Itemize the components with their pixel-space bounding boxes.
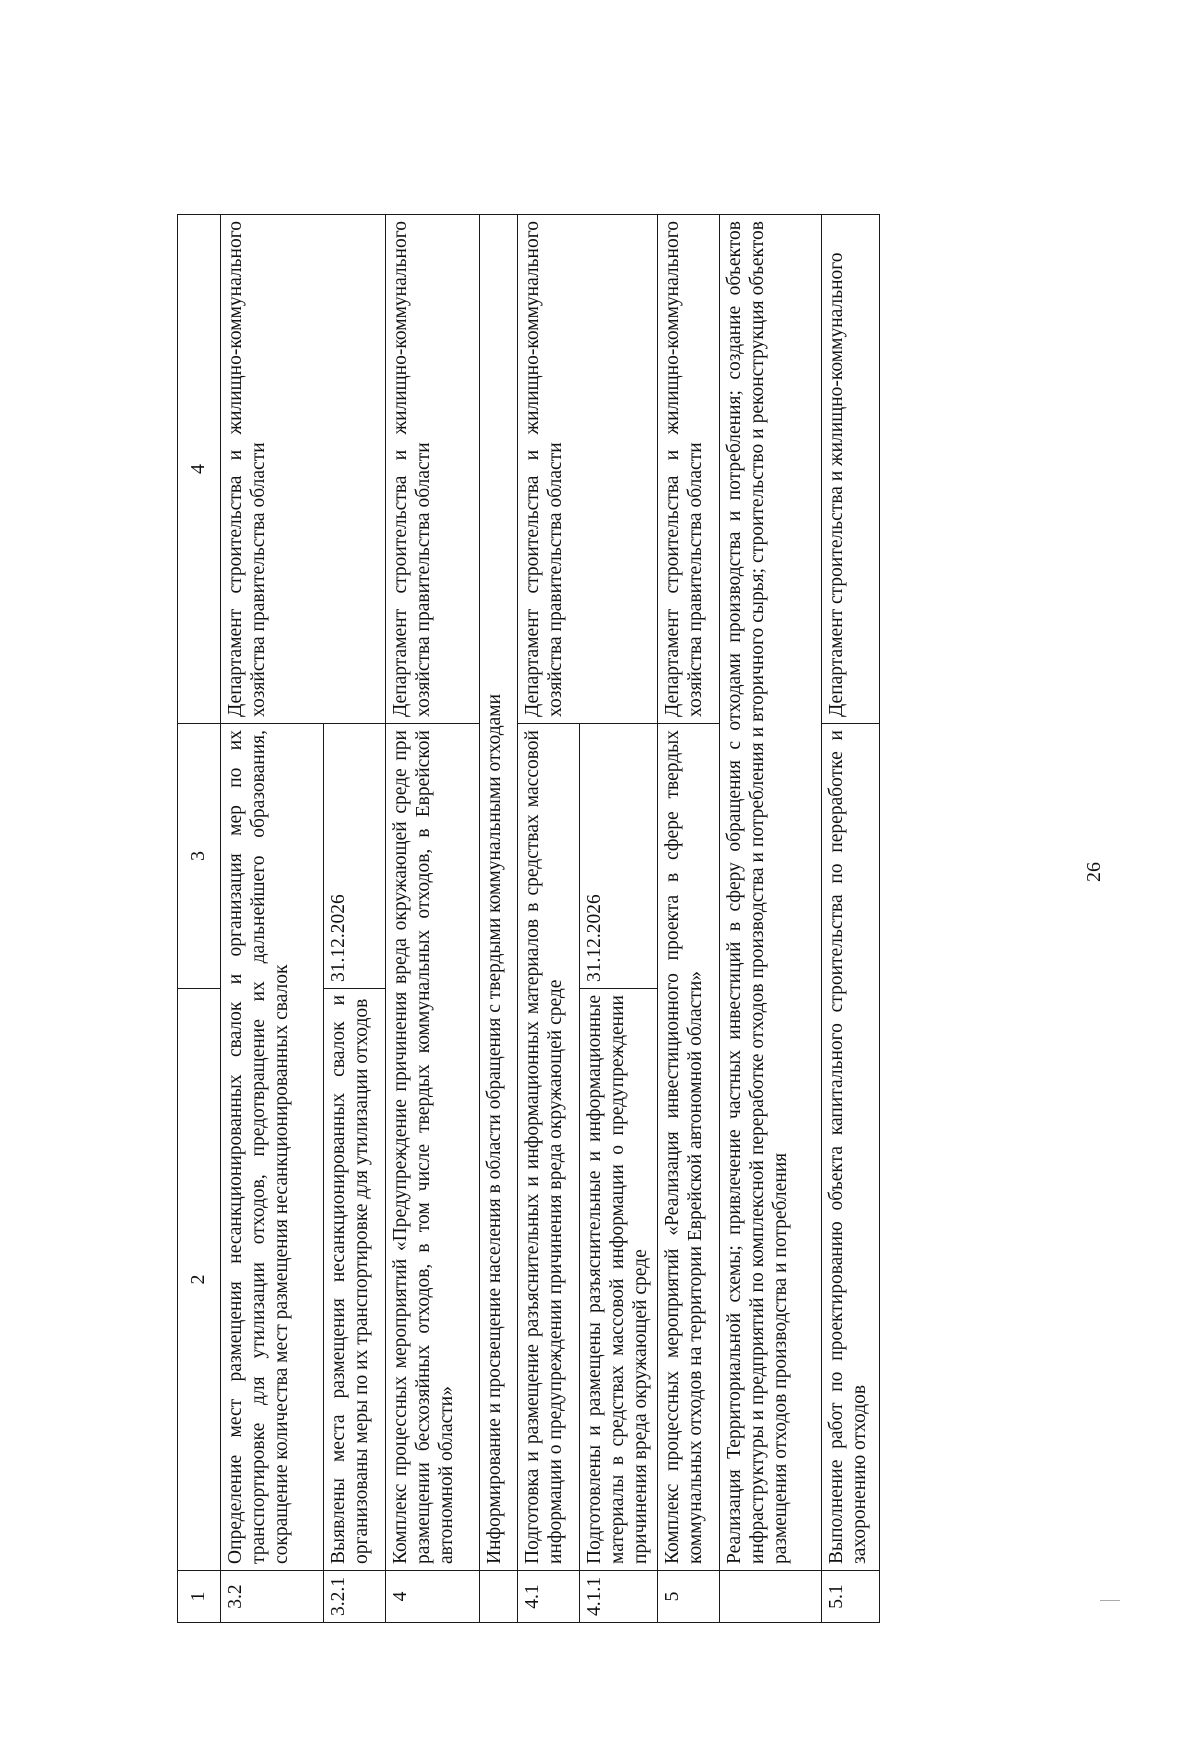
- row-number: 4: [386, 1571, 480, 1623]
- row-number-empty: [480, 1571, 518, 1623]
- row-number: 5.1: [822, 1571, 880, 1623]
- row-deadline: 31.12.2026: [580, 724, 658, 989]
- row-description: Комплекс процессных мероприятий «Реализация инвестиционного проекта в сфере твердых коммунальных отходов на территории Еврейской автономной области»: [658, 724, 720, 1571]
- section-row: [480, 215, 518, 1623]
- section-row: [720, 215, 822, 1623]
- table-header-row: [178, 215, 221, 1623]
- row-number: 5: [658, 1571, 720, 1623]
- row-description: Выявлены места размещения несанкционированных свалок и организованы меры по их транспортировке для утилизации отходов: [324, 989, 386, 1571]
- measures-table: [177, 214, 880, 1623]
- table-row: [386, 215, 480, 1623]
- table-row: [822, 215, 880, 1623]
- row-description: Выполнение работ по проектированию объекта капитального строительства по переработке и захоронению отходов: [822, 724, 880, 1571]
- section-heading: Реализация Территориальной схемы; привлечение частных инвестиций в сферу обращения с отходами производства и потребления; создание объектов инфраструктуры и предприятий по комплексной переработке отходов производства и потребления и вторичного сырья; строительство и реконструкция объектов размещения отходов производства и потребления: [720, 215, 822, 1571]
- row-responsible: Департамент строительства и жилищно-коммунального хозяйства правительства области: [386, 215, 480, 724]
- row-description: Подготовлены и размещены разъяснительные и информационные материалы в средствах массовой информации о предупреждении причинения вреда окружающей среде: [580, 989, 658, 1571]
- row-responsible: Департамент строительства и жилищно-коммунального: [822, 215, 880, 724]
- row-responsible: Департамент строительства и жилищно-коммунального хозяйства правительства области: [658, 215, 720, 724]
- row-responsible: Департамент строительства и жилищно-коммунального хозяйства правительства области: [221, 215, 386, 724]
- row-responsible: Департамент строительства и жилищно-коммунального хозяйства правительства области: [518, 215, 658, 724]
- table-row: [658, 215, 720, 1623]
- row-number-empty: [720, 1571, 822, 1623]
- page-number: 26: [1083, 862, 1105, 882]
- row-number: 4.1.1: [580, 1571, 658, 1623]
- scan-mark: [1100, 1600, 1120, 1601]
- row-number: 3.2: [221, 1571, 324, 1623]
- header-col-2: 2: [178, 989, 221, 1571]
- table-row: [221, 215, 324, 1623]
- section-heading: Информирование и просвещение населения в области обращения с твердыми коммунальными отходами: [480, 215, 518, 1571]
- header-col-1: 1: [178, 1571, 221, 1623]
- header-col-3: 3: [178, 724, 221, 989]
- row-description: Подготовка и размещение разъяснительных и информационных материалов в средствах массовой информации о предупреждении причинения вреда окружающей среде: [518, 724, 580, 1571]
- row-deadline: 31.12.2026: [324, 724, 386, 989]
- header-col-4: 4: [178, 215, 221, 724]
- row-number: 3.2.1: [324, 1571, 386, 1623]
- row-number: 4.1: [518, 1571, 580, 1623]
- table-row: [518, 215, 580, 1623]
- row-description: Комплекс процессных мероприятий «Предупреждение причинения вреда окружающей среде при размещении бесхозяйных отходов, в том числе твердых коммунальных отходов, в Еврейской автономной области»: [386, 724, 480, 1571]
- row-description: Определение мест размещения несанкционированных свалок и организация мер по их транспортировке для утилизации отходов, предотвращение их дальнейшего образования, сокращение количества мест размещения несанкционированных свалок: [221, 724, 324, 1571]
